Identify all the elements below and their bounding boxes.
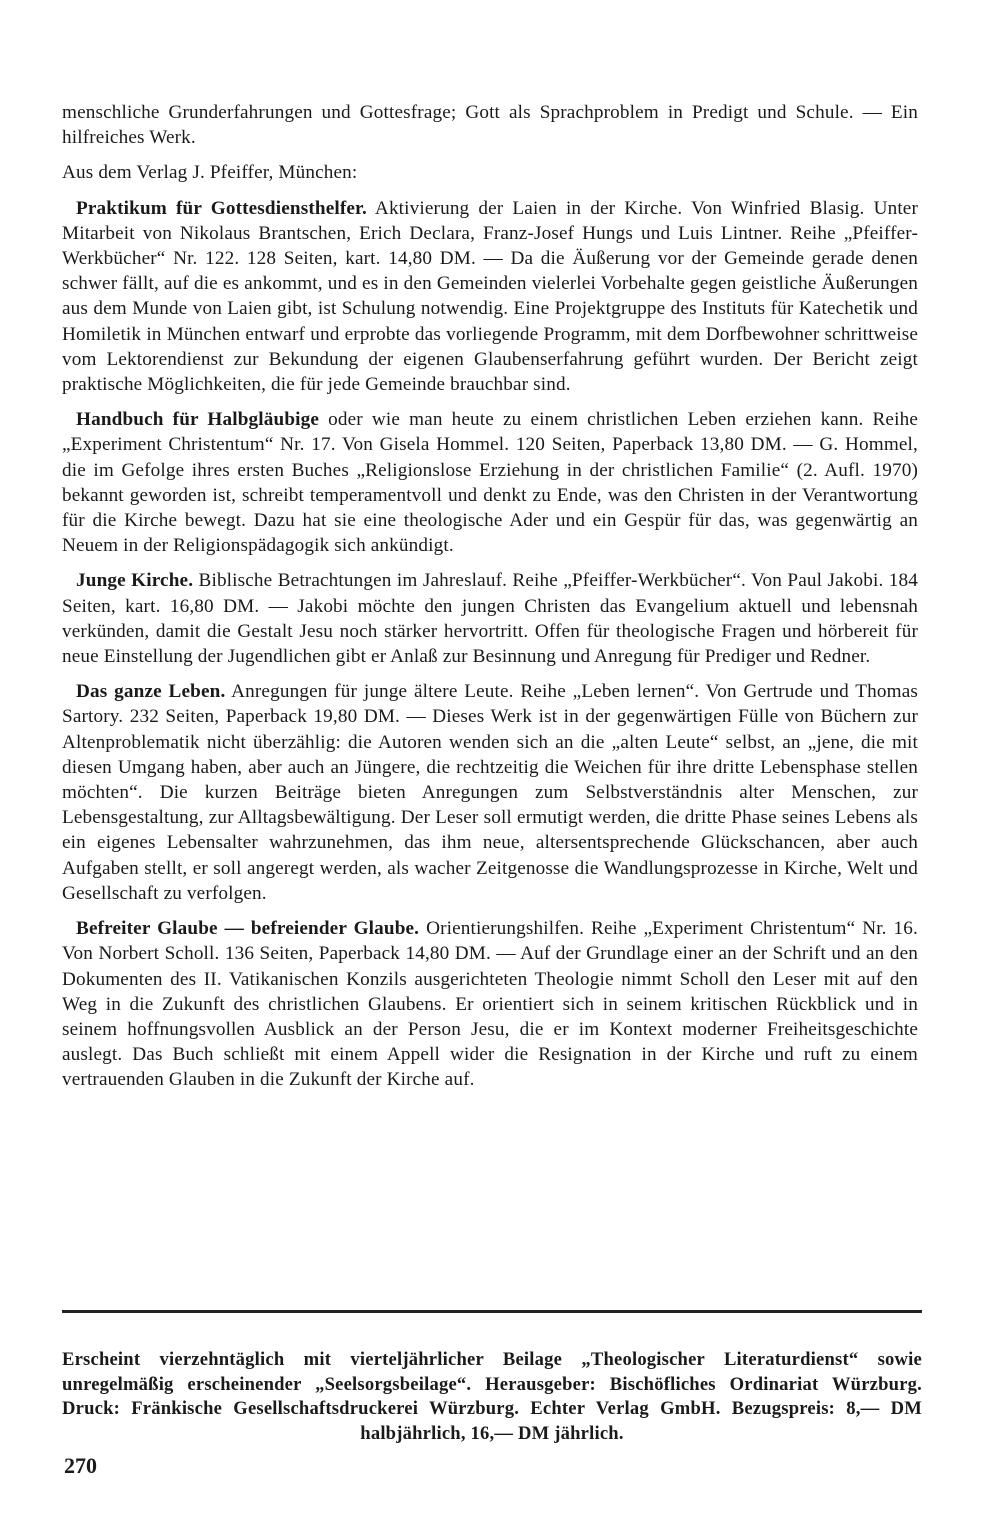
book-entry-junge-kirche — [62, 568, 918, 669]
footer-divider — [62, 1310, 922, 1313]
imprint-text: Erscheint vierzehntäglich mit vierteljährlicher Beilage „Theologischer Literaturdienst“ sowie unregelmäßig erscheinender „Seelsorgsbeilage“. Herausgeber: Bischöfliches Ordinariat Würzburg. Druck: Fränkische Gesellschaftsdruckerei Würzburg. Echter Verlag GmbH. Bezugspreis: 8,— DM halbjährlich, 16,— DM jährlich. — [62, 1349, 922, 1444]
book-entry-das-ganze-leben — [62, 679, 918, 906]
book-title: Handbuch für Halbgläubige — [76, 409, 320, 431]
book-title: Das ganze Leben. — [76, 681, 226, 703]
book-description: oder wie man heute zu einem christlichen Leben erziehen kann. Reihe „Experiment Christentum“ Nr. 17. Von Gisela Hommel. 120 Seiten, Paperback 13,80 DM. — G. Hommel, die im Gefolge ihres ersten Buches „Religionslose Erziehung in der christlichen Familie“ (2. Aufl. 1970) bekannt geworden ist, schreibt temperamentvoll und denkt zu Ende, was den Christen in der Verantwortung für die Kirche bewegt. Dazu hat sie eine theologische Ader und ein Gespür für das, was gegenwärtig an Neuem in der Religionspädagogik sich ankündigt. — [62, 409, 918, 557]
book-entry-praktikum — [62, 196, 918, 398]
publisher-heading: Aus dem Verlag J. Pfeiffer, München: — [62, 162, 358, 184]
book-title: Befreiter Glaube — befreiender Glaube. — [76, 918, 420, 940]
intro-continuation: menschliche Grunderfahrungen und Gottesfrage; Gott als Sprachproblem in Predigt und Schule. — Ein hilfreiches Werk. — [62, 102, 918, 149]
book-description: Aktivierung der Laien in der Kirche. Von Winfried Blasig. Unter Mitarbeit von Nikolaus Brantschen, Erich Declara, Franz-Josef Hungs und Luis Lintner. Reihe „Pfeiffer-Werkbücher“ Nr. 122. 128 Seiten, kart. 14,80 DM. — Da die Äußerung vor der Gemeinde gerade denen schwer fällt, auf die es ankommt, und es in den Gemeinden vielerlei Vorbehalte gegen geistliche Äußerungen aus dem Munde von Laien gibt, ist Schulung notwendig. Eine Projektgruppe des Instituts für Katechetik und Homiletik in München entwarf und erprobte das vorliegende Programm, mit dem Dorfbewohner schrittweise vom Lektorendienst zur Bekundung der eigenen Glaubenserfahrung geführt wurden. Der Bericht zeigt praktische Möglichkeiten, die für jede Gemeinde brauchbar sind. — [62, 197, 919, 396]
book-title: Junge Kirche. — [76, 570, 194, 592]
book-description: Biblische Betrachtungen im Jahreslauf. Reihe „Pfeiffer-Werkbücher“. Von Paul Jakobi. 184 Seiten, kart. 16,80 DM. — Jakobi möchte den jungen Christen das Evangelium aktuell und lebensnah verkünden, damit die Gestalt Jesu noch stärker hervortritt. Offen für theologische Fragen und hörbereit für neue Einstellung der Jugendlichen gibt er Anlaß zur Besinnung und Anregung für Prediger und Redner. — [62, 570, 918, 668]
book-description: Anregungen für junge ältere Leute. Reihe „Leben lernen“. Von Gertrude und Thomas Sartory. 232 Seiten, Paperback 19,80 DM. — Dieses Werk ist in der gegenwärtigen Fülle von Büchern zur Altenproblematik nicht überzählig: die Autoren wenden sich an die „alten Leute“ selbst, an „jene, die mit diesen Umgang haben, aber auch an Jüngere, die rechtzeitig die Weichen für ihre dritte Lebensphase stellen möchten“. Die kurzen Beiträge bieten Anregungen zum Selbstverständnis alter Menschen, zur Lebensgestaltung, zur Alltagsbewältigung. Der Leser soll ermutigt werden, die dritte Phase seines Lebens als ein eigenes Lebensalter wahrzunehmen, das ihm neue, altersentsprechende Glückschancen, aber auch Aufgaben stellt, er soll angeregt werden, als wacher Zeitgenosse die Wandlungsprozesse in Kirche, Welt und Gesellschaft zu verfolgen. — [62, 681, 918, 904]
page-number: 270 — [64, 1453, 97, 1478]
book-entry-befreiter-glaube — [62, 916, 918, 1092]
article-body — [62, 100, 918, 1093]
book-description: Orientierungshilfen. Reihe „Experiment Christentum“ Nr. 16. Von Norbert Scholl. 136 Seiten, Paperback 14,80 DM. — Auf der Grundlage einer an der Schrift und an den Dokumenten des II. Vatikanischen Konzils ausgerichteten Theologie nimmt Scholl den Leser mit auf den Weg in die Zukunft des christlichen Glaubens. Er orientiert sich in seinem kritischen Rückblick und in seinem hoffnungsvollen Ausblick an der Person Jesu, die er im Kontext moderner Freiheitsgeschichte auslegt. Das Buch schließt mit einem Appell wider die Resignation in der Kirche und ruft zu einem vertrauenden Glauben in die Zukunft der Kirche auf. — [62, 918, 918, 1091]
book-entry-handbuch — [62, 407, 918, 558]
imprint-footer — [62, 1348, 922, 1446]
book-title: Praktikum für Gottesdiensthelfer. — [76, 197, 367, 219]
